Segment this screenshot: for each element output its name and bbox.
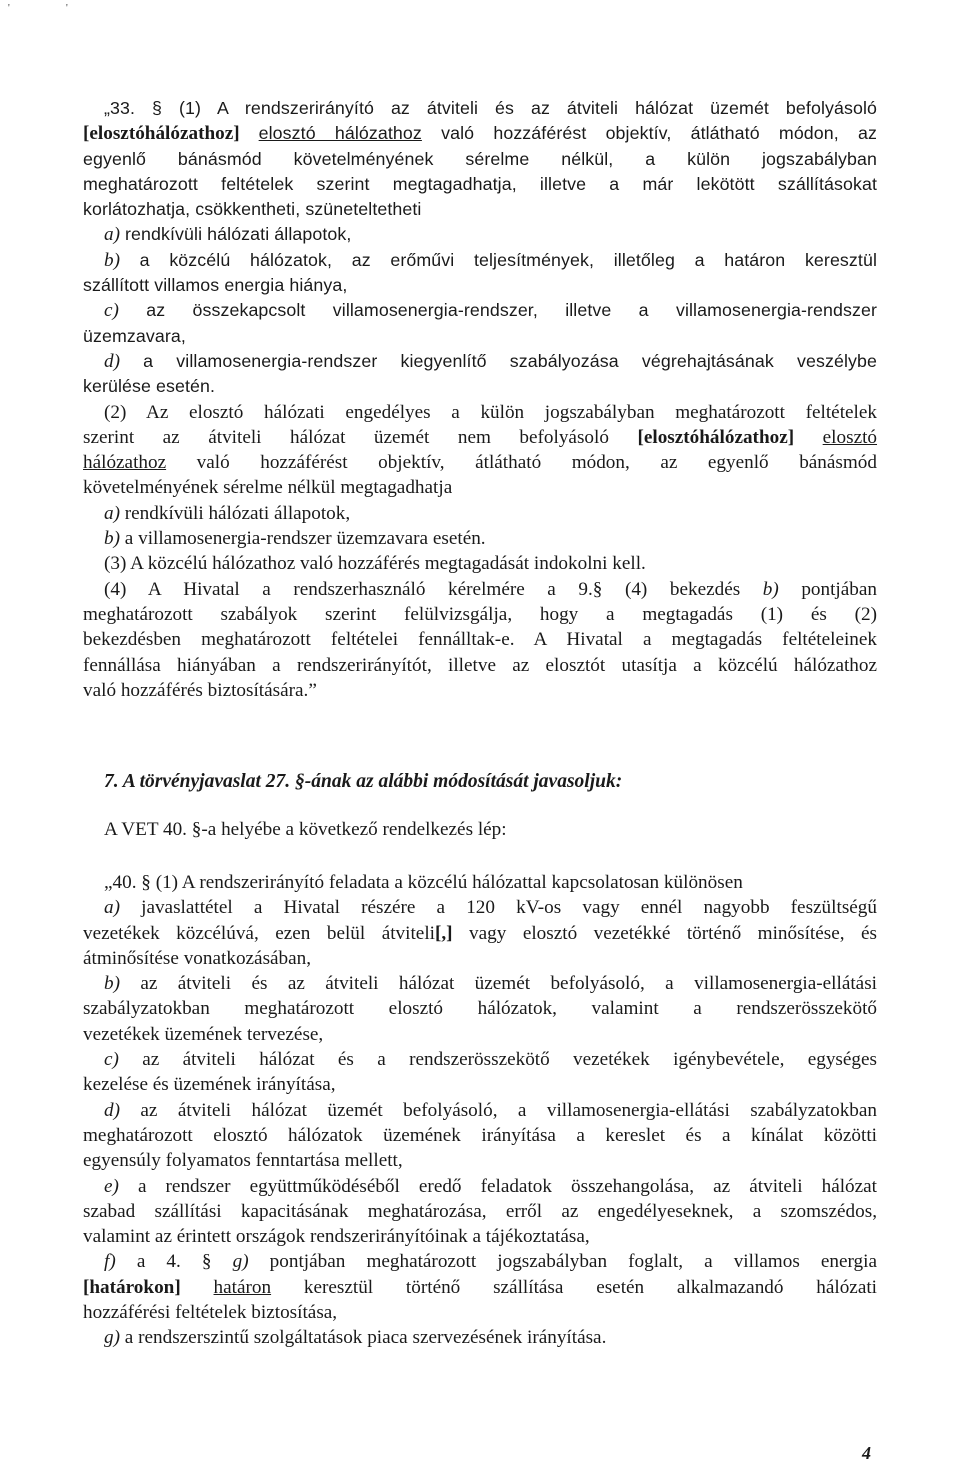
page-number: 4	[862, 1443, 871, 1463]
paragraph-line: üzemzavara,	[83, 325, 186, 346]
deleted-text: [,]	[434, 922, 453, 944]
paragraph-line: szállított villamos energia hiánya,	[83, 275, 348, 296]
paragraph-line: „33. § (1) A rendszerirányító az átviteli és az átviteli hálózat üzemét befolyásoló	[104, 98, 877, 118]
item-marker: a)	[104, 897, 120, 919]
paragraph-line: követelményének sérelme nélkül megtagadhatja	[83, 477, 453, 499]
paragraph-line: valamint az érintett országok rendszerirányítóinak a tájékoztatása,	[83, 1226, 590, 1248]
paragraph-line: vezetékek közcélúvá, ezen belül átviteli[,] vagy elosztó vezetékké történő minősítése, és	[83, 922, 877, 944]
paragraph-line: (3) A közcélú hálózathoz való hozzáférés megtagadását indokolni kell.	[104, 553, 646, 575]
item-marker: b)	[104, 249, 120, 271]
paragraph-line: meghatározott feltételek szerint megtagadhatja, illetve a már lekötött szállításokat	[83, 173, 877, 194]
item-marker: c)	[104, 1049, 119, 1071]
amendment-intro: A VET 40. §-a helyébe a következő rendelkezés lép:	[104, 819, 507, 840]
paragraph-line: meghatározott szabályok szerint felülvizsgálja, hogy a megtagadás (1) és (2)	[83, 603, 877, 625]
list-item: a) rendkívüli hálózati állapotok,	[104, 502, 351, 524]
paragraph-line: [határokon] határon keresztül történő szállítása esetén alkalmazandó hálózati	[83, 1276, 877, 1298]
item-marker: g)	[104, 1327, 120, 1349]
inserted-text: hálózathoz	[83, 452, 167, 474]
inserted-text: határon	[213, 1276, 272, 1298]
paragraph-line: hálózathoz való hozzáférést objektív, átlátható módon, az egyenlő bánásmód	[83, 452, 877, 474]
item-marker: d)	[104, 350, 120, 372]
item-marker: c)	[104, 300, 119, 322]
paragraph-line: vezetékek üzemének tervezése,	[83, 1023, 324, 1045]
inserted-text: elosztó	[822, 426, 878, 448]
item-marker: a)	[104, 224, 120, 246]
item-marker: b)	[762, 578, 779, 600]
list-item: c) az összekapcsolt villamosenergia-rendszer, illetve a villamosenergia-rendszer	[104, 300, 877, 322]
deleted-text: [határokon]	[83, 1276, 181, 1298]
item-marker: a)	[104, 502, 120, 524]
paragraph-line: kerülése esetén.	[83, 376, 216, 397]
item-marker: b)	[104, 973, 120, 995]
paragraph-line: (4) A Hivatal a rendszerhasználó kérelmére a 9.§ (4) bekezdés b) pontjában	[104, 578, 877, 600]
paragraph-line: átminősítése vonatkozásában,	[83, 947, 312, 969]
item-marker: d)	[104, 1099, 120, 1121]
item-marker: b)	[104, 528, 120, 550]
paragraph-line: bekezdésben meghatározott feltételei fennálltak-e. A Hivatal a megtagadás feltételeinek	[83, 629, 877, 651]
paragraph-line: (2) Az elosztó hálózati engedélyes a külön jogszabályban meghatározott feltételek	[104, 401, 877, 423]
paragraph-line: szerint az átviteli hálózat üzemét nem befolyásoló [elosztóhálózathoz] elosztó	[83, 426, 878, 448]
list-item: c) az átviteli hálózat és a rendszerösszekötő vezetékek igénybevétele, egységes	[104, 1049, 877, 1071]
list-item: b) a villamosenergia-rendszer üzemzavara esetén.	[104, 528, 486, 550]
paragraph-line: egyensúly folyamatos fenntartása mellett,	[83, 1150, 403, 1172]
item-marker: f)	[104, 1251, 116, 1273]
paragraph-line: szabad szállítási kapacitásának meghatározása, erről az engedélyeseknek, a szomszédos,	[83, 1200, 877, 1222]
amendment-heading: 7. A törvényjavaslat 27. §-ának az alábbi módosítását javasoljuk:	[104, 771, 623, 792]
paragraph-line: „40. § (1) A rendszerirányító feladata a közcélú hálózattal kapcsolatosan különösen	[104, 872, 743, 893]
item-marker: e)	[104, 1175, 119, 1197]
list-item: a) rendkívüli hálózati állapotok,	[104, 224, 352, 246]
deleted-text: [elosztóhálózathoz]	[83, 123, 240, 145]
paragraph-line: fennállása hiányában a rendszerirányítót, illetve az elosztót utasítja a közcélú hálózathoz	[83, 654, 877, 676]
paragraph-line: meghatározott elosztó hálózatok üzemének irányítása a kereslet és a kínálat közötti	[83, 1124, 877, 1146]
paragraph-line: való hozzáférés biztosítására.”	[83, 679, 317, 701]
list-item: b) a közcélú hálózatok, az erőművi teljesítmények, illetőleg a határon keresztül	[104, 249, 877, 271]
list-item: d) az átviteli hálózat üzemét befolyásoló, a villamosenergia-ellátási szabályzatokban	[104, 1099, 877, 1121]
list-item: d) a villamosenergia-rendszer kiegyenlítő szabályozása végrehajtásának veszélybe	[104, 350, 877, 372]
paragraph-line: korlátozhatja, csökkentheti, szüneteltetheti	[83, 199, 422, 220]
paragraph-line: kezelése és üzemének irányítása,	[83, 1074, 336, 1096]
paragraph-line: egyenlő bánásmód követelményének sérelme nélkül, a külön jogszabályban	[83, 148, 877, 169]
paragraph-line: [elosztóhálózathoz] elosztó hálózathoz való hozzáférést objektív, átlátható módon, az	[83, 123, 877, 145]
item-marker: g)	[232, 1251, 249, 1273]
section-40	[83, 870, 877, 1351]
list-item: b) az átviteli és az átviteli hálózat üzemét befolyásoló, a villamosenergia-ellátási	[104, 973, 877, 995]
inserted-text: elosztó hálózathoz	[258, 123, 422, 144]
paragraph-line: hozzáférési feltételek biztosítása,	[83, 1302, 338, 1324]
section-33	[83, 96, 877, 703]
list-item: a) javaslattétel a Hivatal részére a 120 kV-os vagy ennél nagyobb feszültségű	[104, 897, 877, 919]
scan-mark: '	[66, 3, 68, 14]
paragraph-line: szabályzatokban meghatározott elosztó hálózatok, valamint a rendszerösszekötő	[83, 998, 877, 1020]
list-item: f) a 4. § g) pontjában meghatározott jogszabályban foglalt, a villamos energia	[104, 1251, 877, 1273]
list-item: e) a rendszer együttműködéséből eredő feladatok összehangolása, az átviteli hálózat	[104, 1175, 877, 1197]
deleted-text: [elosztóhálózathoz]	[637, 426, 795, 448]
list-item: g) a rendszerszintű szolgáltatások piaca szervezésének irányítása.	[104, 1327, 607, 1349]
scan-mark: '	[8, 3, 10, 14]
